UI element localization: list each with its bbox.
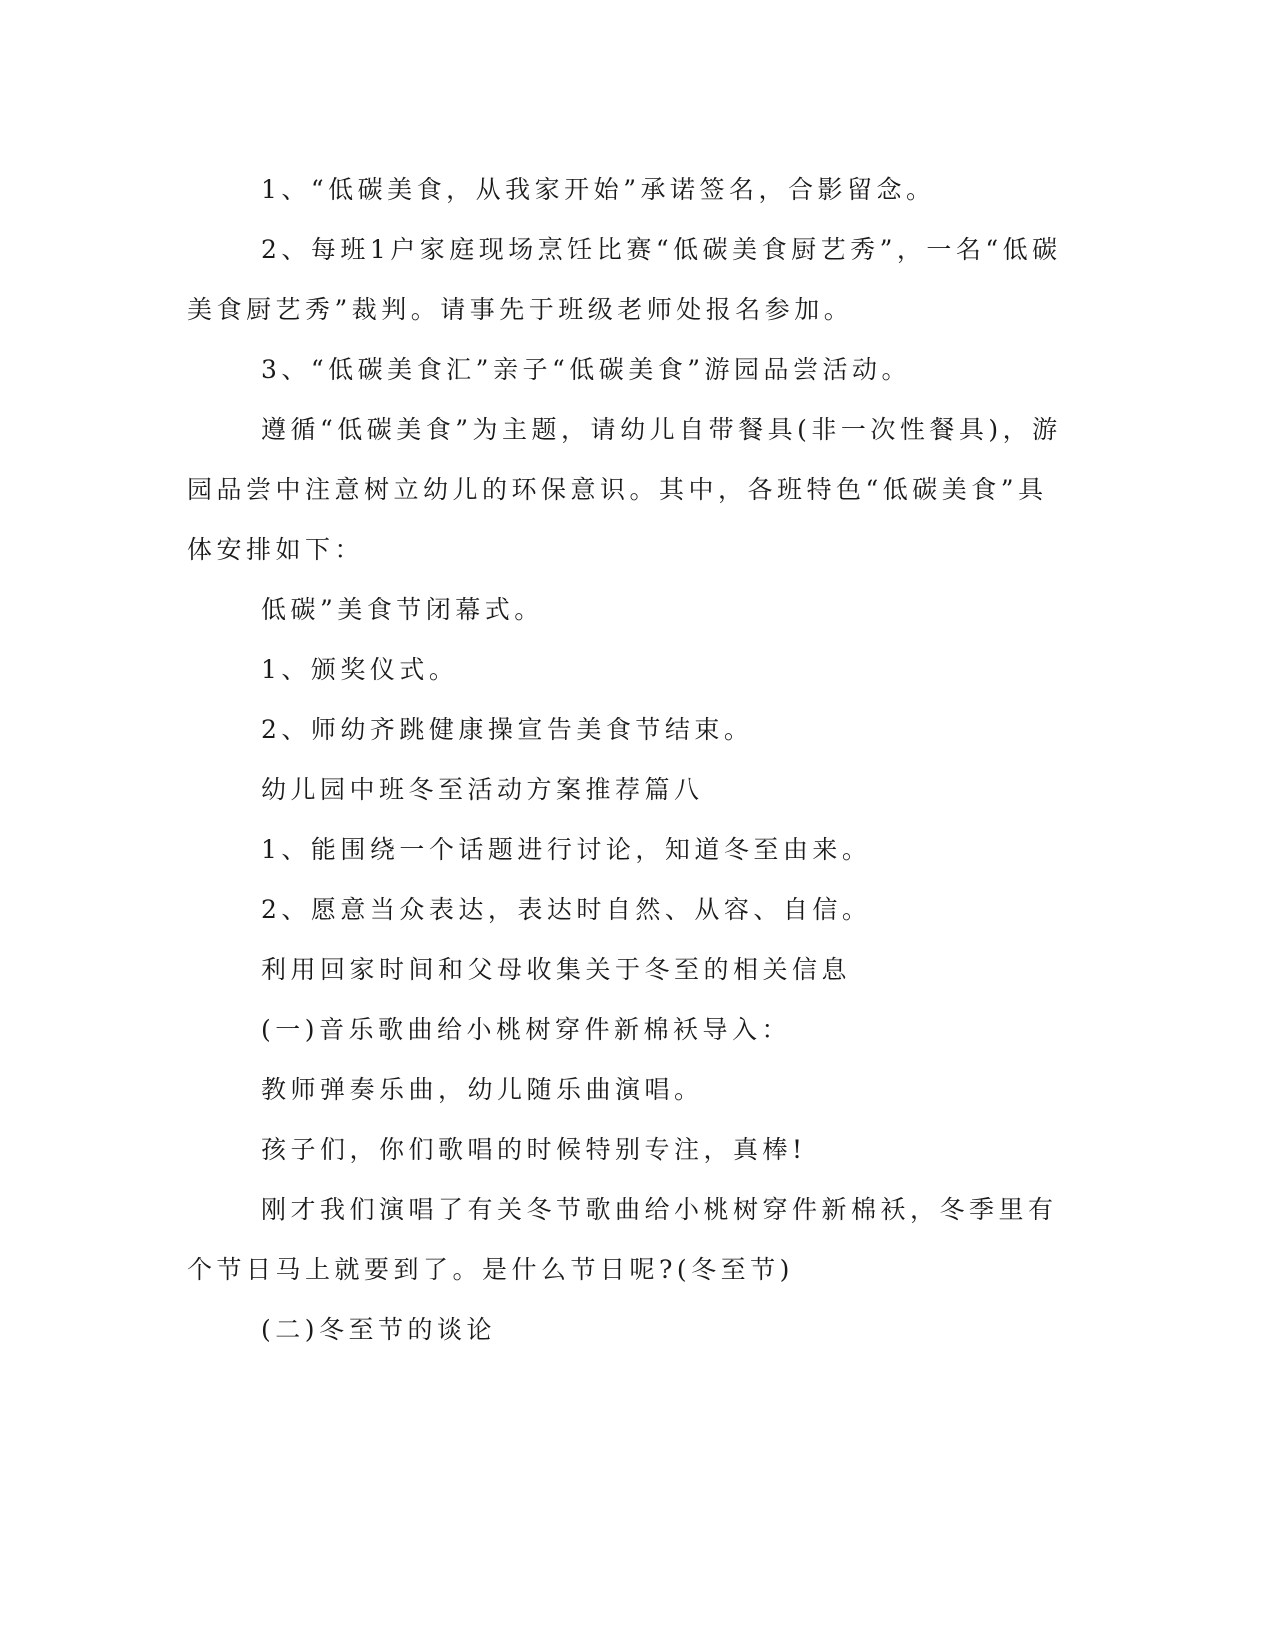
paragraph-festival-question: 刚才我们演唱了有关冬节歌曲给小桃树穿件新棉袄，冬季里有个节日马上就要到了。是什么节日呢?(冬至节) xyxy=(187,1195,1058,1284)
paragraph-goal-expression: 2、愿意当众表达，表达时自然、从容、自信。 xyxy=(261,895,872,924)
paragraph-step-two: (二)冬至节的谈论 xyxy=(261,1315,497,1344)
paragraph-teacher-plays: 教师弹奏乐曲，幼儿随乐曲演唱。 xyxy=(261,1075,704,1104)
paragraph-tasting-rules: 遵循“低碳美食”为主题，请幼儿自带餐具(非一次性餐具)，游园品尝中注意树立幼儿的环保意识。其中，各班特色“低碳美食”具体安排如下： xyxy=(187,415,1062,564)
paragraph-garden-tasting: 3、“低碳美食汇”亲子“低碳美食”游园品尝活动。 xyxy=(261,355,912,384)
paragraph-praise: 孩子们，你们歌唱的时候特别专注，真棒! xyxy=(261,1135,807,1164)
paragraph-closing-ceremony: 低碳”美食节闭幕式。 xyxy=(261,595,544,624)
paragraph-signing: 1、“低碳美食，从我家开始”承诺签名，合影留念。 xyxy=(261,175,936,204)
paragraph-cooking-contest: 2、每班1户家庭现场烹饪比赛“低碳美食厨艺秀”，一名“低碳美食厨艺秀”裁判。请事先于班级老师处报名参加。 xyxy=(187,235,1062,324)
section-heading: 幼儿园中班冬至活动方案推荐篇八 xyxy=(261,775,704,804)
paragraph-goal-discussion: 1、能围绕一个话题进行讨论，知道冬至由来。 xyxy=(261,835,872,864)
paragraph-preparation: 利用回家时间和父母收集关于冬至的相关信息 xyxy=(261,955,852,984)
document-body xyxy=(187,160,1067,1360)
paragraph-step-one: (一)音乐歌曲给小桃树穿件新棉袄导入： xyxy=(261,1015,792,1044)
paragraph-health-exercise: 2、师幼齐跳健康操宣告美食节结束。 xyxy=(261,715,754,744)
paragraph-award-ceremony: 1、颁奖仪式。 xyxy=(261,655,459,684)
